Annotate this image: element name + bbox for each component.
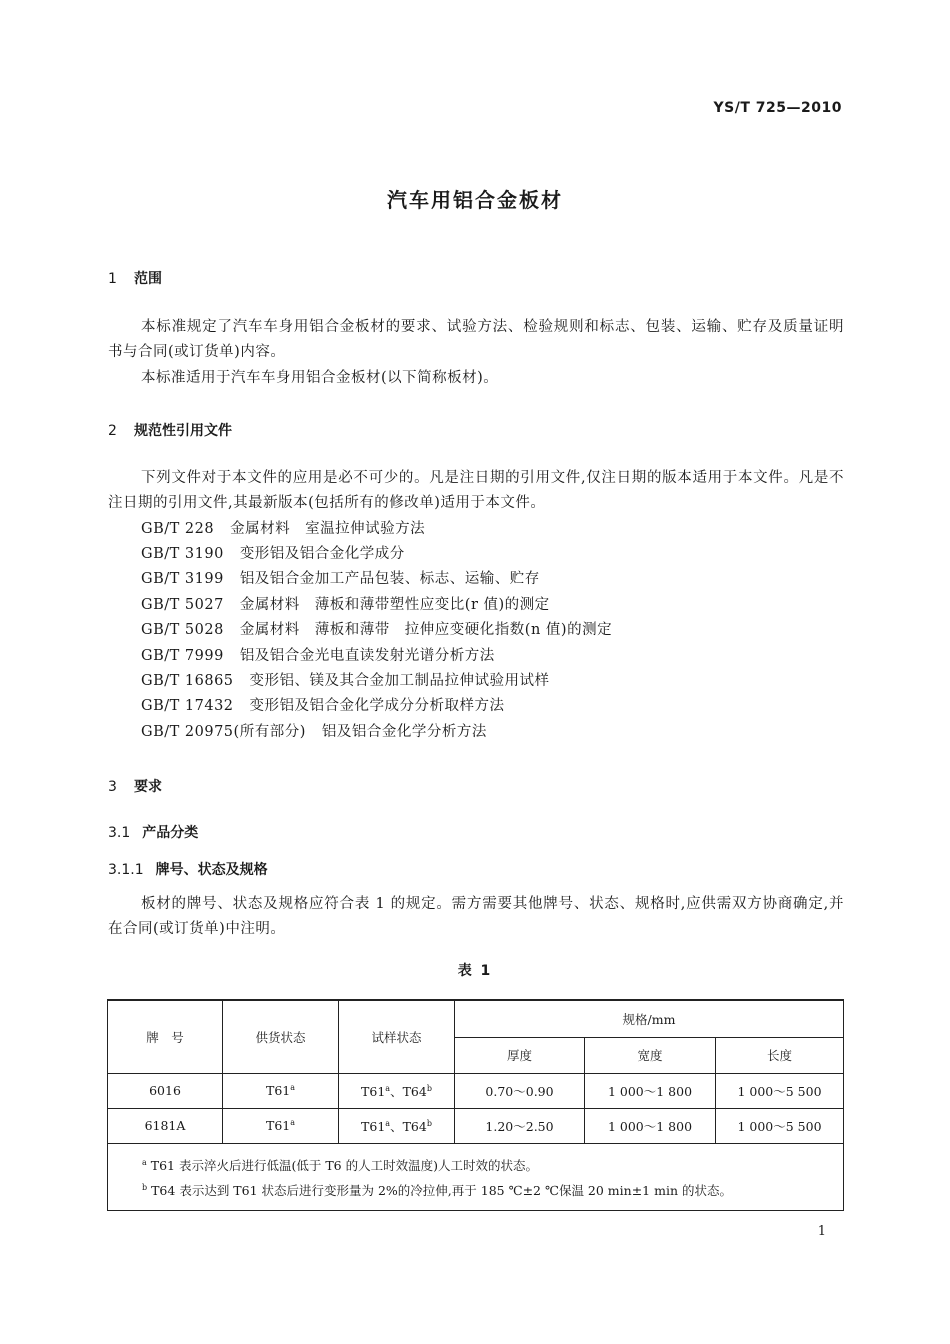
reference-code: GB/T 228 [141, 521, 215, 537]
footnote-mark: a [290, 1082, 296, 1092]
reference-code: GB/T 7999 [141, 648, 224, 664]
reference-code: GB/T 17432 [141, 698, 234, 714]
table-caption: 表 1 [457, 963, 493, 979]
reference-item [141, 669, 550, 694]
cell-sample-temper [339, 1108, 455, 1143]
section-number: 1 [108, 271, 117, 287]
reference-title: 铝及铝合金光电直读发射光谱分析方法 [239, 648, 495, 664]
reference-code: GB/T 5028 [141, 622, 224, 638]
reference-item [141, 618, 612, 643]
reference-item [141, 644, 495, 669]
separator: 、 [390, 1083, 403, 1099]
footnote-text: T61 表示淬火后进行低温(低于 T6 的人工时效温度)人工时效的状态。 [146, 1157, 538, 1173]
section-title: 牌号、状态及规格 [155, 862, 268, 878]
cell-supply-temper [223, 1108, 339, 1143]
supply-temper-value: T61 [265, 1083, 291, 1099]
footnote-mark: b [426, 1083, 432, 1093]
scope-paragraph-2: 本标准适用于汽车车身用铝合金板材(以下简称板材)。 [141, 370, 499, 386]
footnote-mark: a [142, 1157, 147, 1167]
spec-table [107, 999, 844, 1211]
supply-temper-value: T61 [265, 1118, 291, 1134]
section-number: 3.1 [108, 825, 131, 841]
reference-item [141, 593, 550, 618]
reference-title: 铝及铝合金化学分析方法 [321, 724, 487, 740]
sample-temper-2: T64 [402, 1083, 427, 1099]
header-length: 长度 [716, 1037, 844, 1073]
reference-title: 金属材料 薄板和薄带塑性应变比(r 值)的测定 [239, 597, 550, 613]
reference-title: 变形铝、镁及其合金加工制品拉伸试验用试样 [249, 673, 550, 689]
reference-title: 变形铝及铝合金化学成分 [239, 546, 405, 562]
footnote-mark: a [385, 1118, 391, 1128]
cell-sample-temper [339, 1073, 455, 1108]
cell-width: 1 000～1 800 [585, 1073, 716, 1108]
header-spec: 规格/mm [455, 1000, 844, 1037]
section-number: 3 [108, 779, 117, 795]
section-title: 规范性引用文件 [134, 423, 232, 439]
section-3-heading [108, 776, 162, 796]
cell-width: 1 000～1 800 [585, 1108, 716, 1143]
page-number: 1 [817, 1224, 826, 1239]
reference-code: GB/T 20975(所有部分) [141, 724, 306, 740]
footnote-a [142, 1152, 843, 1177]
section-number: 2 [108, 423, 117, 439]
reference-title: 变形铝及铝合金化学成分分析取样方法 [249, 698, 505, 714]
footnote-mark: a [385, 1083, 391, 1093]
reference-title: 金属材料 室温拉伸试验方法 [230, 521, 426, 537]
cell-supply-temper [223, 1073, 339, 1108]
sample-temper-1: T61 [361, 1083, 386, 1099]
reference-code: GB/T 3199 [141, 571, 224, 587]
scope-paragraph-1: 本标准规定了汽车车身用铝合金板材的要求、试验方法、检验规则和标志、包装、运输、贮存及质量证明书与合同(或订货单)内容。 [108, 319, 844, 360]
cell-length: 1 000～5 500 [716, 1073, 844, 1108]
section-number: 3.1.1 [108, 862, 144, 878]
footnote-text: T64 表示达到 T61 状态后进行变形量为 2%的冷拉伸,再于 185 ℃±2 ℃保温 20 min±1 min 的状态。 [147, 1182, 732, 1198]
standard-number: YS/T 725—2010 [713, 100, 842, 116]
sample-temper-2: T64 [402, 1118, 427, 1134]
header-grade: 牌 号 [108, 1000, 223, 1073]
reference-title: 铝及铝合金加工产品包装、标志、运输、贮存 [239, 571, 540, 587]
reference-item [141, 720, 487, 745]
section-3-1-1-heading [108, 859, 268, 879]
footnote-mark: b [426, 1118, 432, 1128]
cell-thickness: 0.70～0.90 [455, 1073, 585, 1108]
section-title: 范围 [134, 271, 162, 287]
reference-code: GB/T 3190 [141, 546, 224, 562]
cell-grade: 6016 [108, 1073, 223, 1108]
table-row [108, 1108, 844, 1143]
header-sample-temper: 试样状态 [339, 1000, 455, 1073]
reference-item [141, 517, 425, 542]
section-1-heading [108, 268, 162, 288]
footnote-mark: a [290, 1117, 296, 1127]
cell-thickness: 1.20～2.50 [455, 1108, 585, 1143]
reference-code: GB/T 5027 [141, 597, 224, 613]
section-2-heading [108, 420, 232, 440]
grade-temper-paragraph: 板材的牌号、状态及规格应符合表 1 的规定。需方需要其他牌号、状态、规格时,应供需双方协商确定,并在合同(或订货单)中注明。 [108, 896, 844, 937]
table-notes [108, 1143, 844, 1210]
footnote-mark: b [142, 1182, 148, 1192]
sample-temper-1: T61 [361, 1118, 386, 1134]
reference-item [141, 694, 505, 719]
separator: 、 [390, 1118, 403, 1134]
table-row [108, 1073, 844, 1108]
reference-item [141, 567, 540, 592]
references-intro-paragraph: 下列文件对于本文件的应用是必不可少的。凡是注日期的引用文件,仅注日期的版本适用于本文件。凡是不注日期的引用文件,其最新版本(包括所有的修改单)适用于本文件。 [108, 470, 844, 511]
footnote-b [142, 1177, 843, 1202]
reference-item [141, 542, 405, 567]
section-title: 要求 [134, 779, 162, 795]
reference-code: GB/T 16865 [141, 673, 234, 689]
cell-grade: 6181A [108, 1108, 223, 1143]
header-supply-temper: 供货状态 [223, 1000, 339, 1073]
table-notes-row [108, 1143, 844, 1210]
document-title: 汽车用铝合金板材 [387, 188, 563, 212]
section-title: 产品分类 [142, 825, 199, 841]
header-thickness: 厚度 [455, 1037, 585, 1073]
section-3-1-heading [108, 822, 198, 842]
cell-length: 1 000～5 500 [716, 1108, 844, 1143]
reference-title: 金属材料 薄板和薄带 拉伸应变硬化指数(n 值)的测定 [239, 622, 613, 638]
header-width: 宽度 [585, 1037, 716, 1073]
